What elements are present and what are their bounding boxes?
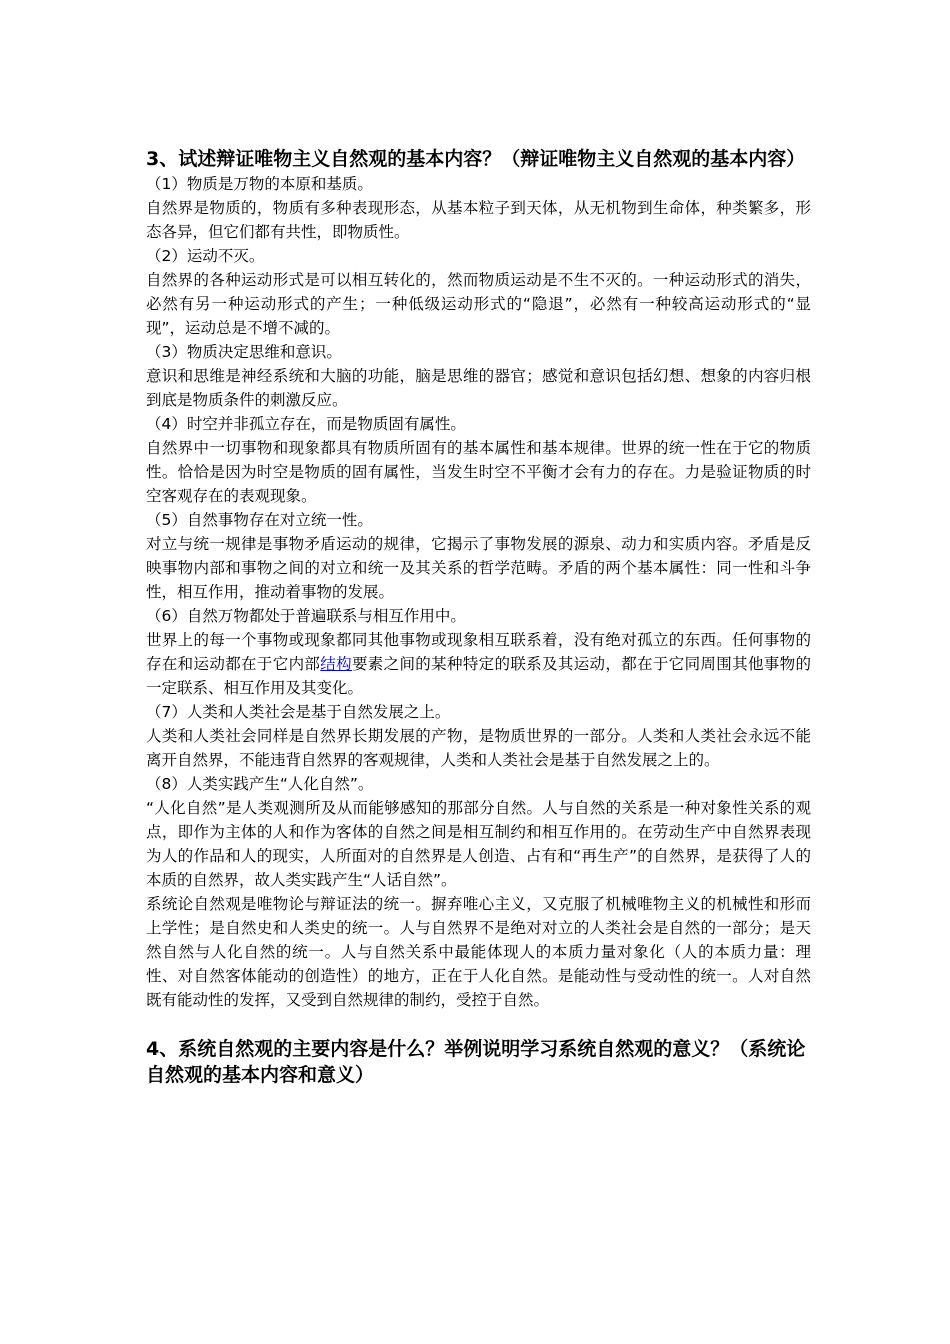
- section-7-heading: （7）人类和人类社会是基于自然发展之上。: [146, 703, 451, 721]
- section-8-text: “人化自然”是人类观测所及从而能够感知的那部分自然。人与自然的关系是一种对象性关系的观点，即作为主体的人和作为客体的自然之间是相互制约和相互作用的。在劳动生产中自然界表现为人的作品和人的现实，人所面对的自然界是人创造、占有和“再生产”的自然界，是获得了人的本质的自然界，故人类实践产生“人话自然”。: [146, 799, 811, 889]
- section-5-heading: （5）自然事物存在对立统一性。: [146, 511, 373, 529]
- section-4-text: 自然界中一切事物和现象都具有物质所固有的基本属性和基本规律。世界的统一性在于它的物质性。恰恰是因为时空是物质的固有属性，当发生时空不平衡才会有力的存在。力是验证物质的时空客观存在的表观现象。: [146, 439, 811, 505]
- section-6-text-part-2: 要素之间的某种特定的联系及其运动，都在于它同周围其他事物的一定联系、相互作用及其变化。: [146, 655, 811, 697]
- section-3-text: 意识和思维是神经系统和大脑的功能，脑是思维的器官；感觉和意识包括幻想、想象的内容归根到底是物质条件的刺激反应。: [146, 367, 811, 409]
- section-spacer: [146, 1012, 811, 1036]
- section-7-text: 人类和人类社会同样是自然界长期发展的产物，是物质世界的一部分。人类和人类社会永远不能离开自然界，不能违背自然界的客观规律，人类和人类社会是基于自然发展之上的。: [146, 727, 811, 769]
- question-3-heading: 3、试述辩证唯物主义自然观的基本内容？（辩证唯物主义自然观的基本内容）: [146, 148, 806, 170]
- section-2-text: 自然界的各种运动形式是可以相互转化的，然而物质运动是不生不灭的。一种运动形式的消失，必然有另一种运动形式的产生；一种低级运动形式的“隐退”，必然有一种较高运动形式的“显现”，运动总是不增不减的。: [146, 271, 811, 337]
- section-1-heading: （1）物质是万物的本原和基质。: [146, 175, 373, 193]
- section-5-text: 对立与统一规律是事物矛盾运动的规律，它揭示了事物发展的源泉、动力和实质内容。矛盾是反映事物内部和事物之间的对立和统一及其关系的哲学范畴。矛盾的两个基本属性：同一性和斗争性，相互作用，推动着事物的发展。: [146, 535, 811, 601]
- section-6-text: [146, 628, 811, 700]
- section-2-heading: （2）运动不灭。: [146, 247, 265, 265]
- section-6-heading: （6）自然万物都处于普遍联系与相互作用中。: [146, 607, 466, 625]
- question-4-heading: 4、系统自然观的主要内容是什么？举例说明学习系统自然观的意义？（系统论自然观的基本内容和意义）: [146, 1038, 806, 1086]
- section-4-heading: （4）时空并非孤立存在，而是物质固有属性。: [146, 415, 466, 433]
- section-3-heading: （3）物质决定思维和意识。: [146, 343, 342, 361]
- section-8-heading: （8）人类实践产生“人化自然”。: [146, 775, 374, 793]
- section-1-text: 自然界是物质的，物质有多种表现形态，从基本粒子到天体，从无机物到生命体，种类繁多，形态各异，但它们都有共性，即物质性。: [146, 199, 811, 241]
- summary-paragraph: 系统论自然观是唯物论与辩证法的统一。摒弃唯心主义，又克服了机械唯物主义的机械性和形而上学性；是自然史和人类史的统一。人与自然界不是绝对对立的人类社会是自然的一部分；是天然自然与人化自然的统一。人与自然关系中最能体现人的本质力量对象化（人的本质力量：理性、对自然客体能动的创造性）的地方，正在于人化自然。是能动性与受动性的统一。人对自然既有能动性的发挥，又受到自然规律的制约，受控于自然。: [146, 895, 811, 1009]
- section-6-text-part-1: 世界上的每一个事物或现象都同其他事物或现象相互联系着，没有绝对孤立的东西。任何事物的存在和运动都在于它内部: [146, 631, 811, 673]
- structure-link[interactable]: 结构: [320, 655, 352, 673]
- document-body: [146, 146, 811, 1088]
